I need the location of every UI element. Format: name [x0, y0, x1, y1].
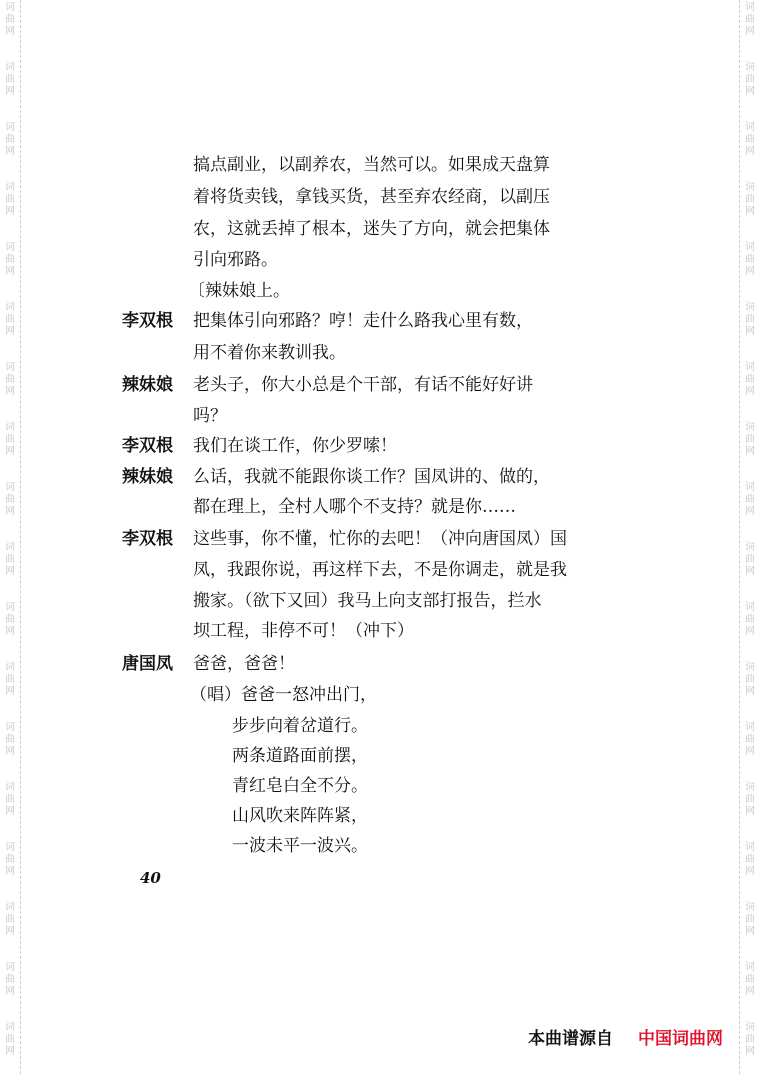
watermark-text: 词 曲 网: [5, 122, 15, 157]
watermark-text: 词 曲 网: [5, 62, 15, 97]
footer-source-label: 本曲谱源自: [528, 1029, 613, 1049]
watermark-text: 词 曲 网: [5, 1022, 15, 1057]
watermark-text: 词 曲 网: [745, 422, 755, 457]
watermark-text: 词 曲 网: [5, 242, 15, 277]
dialogue-line: 么话，我就不能跟你谈工作？国凤讲的、做的，: [193, 467, 550, 487]
watermark-text: 词 曲 网: [5, 782, 15, 817]
footer-site-name[interactable]: 中国词曲网: [638, 1029, 723, 1049]
dialogue-line: 这些事，你不懂，忙你的去吧！（冲向唐国凤）国: [193, 529, 567, 549]
song-line: 两条道路面前摆，: [232, 746, 368, 766]
watermark-text: 词 曲 网: [5, 962, 15, 997]
song-line: 一波未平一波兴。: [232, 836, 368, 856]
dialogue-line: 用不着你来教训我。: [193, 343, 346, 363]
watermark-text: 词 曲 网: [5, 542, 15, 577]
watermark-text: 词 曲 网: [745, 62, 755, 97]
page-number: 40: [140, 869, 161, 887]
dialogue-line: 搬家。（欲下又回）我马上向支部打报告，拦水: [193, 591, 542, 611]
watermark-text: 词 曲 网: [745, 302, 755, 337]
dialogue-line: 爸爸，爸爸！: [193, 654, 295, 674]
watermark-text: 词 曲 网: [745, 722, 755, 757]
song-line: 山风吹来阵阵紧，: [232, 806, 368, 826]
watermark-text: 词 曲 网: [5, 722, 15, 757]
watermark-text: 词 曲 网: [5, 422, 15, 457]
watermark-text: 词 曲 网: [745, 1022, 755, 1057]
dialogue-line: 凤，我跟你说，再这样下去，不是你调走，就是我: [193, 560, 567, 580]
body-line: 搞点副业，以副养农，当然可以。如果成天盘算: [193, 155, 550, 175]
song-line: 步步向着岔道行。: [232, 716, 368, 736]
body-line: 引向邪路。: [193, 250, 278, 270]
watermark-text: 词 曲 网: [745, 662, 755, 697]
watermark-text: 词 曲 网: [745, 122, 755, 157]
speaker-name: 辣妹娘: [122, 375, 173, 395]
watermark-text: 词 曲 网: [5, 842, 15, 877]
watermark-text: 词 曲 网: [745, 782, 755, 817]
watermark-text: 词 曲 网: [5, 2, 15, 37]
watermark-text: 词 曲 网: [745, 902, 755, 937]
watermark-text: 词 曲 网: [5, 302, 15, 337]
watermark-text: 词 曲 网: [745, 242, 755, 277]
speaker-name: 李双根: [122, 436, 173, 456]
watermark-text: 词 曲 网: [745, 962, 755, 997]
watermark-text: 词 曲 网: [5, 182, 15, 217]
dialogue-line: 都在理上，全村人哪个不支持？就是你……: [193, 497, 516, 517]
speaker-name: 李双根: [122, 311, 173, 331]
speaker-name: 李双根: [122, 529, 173, 549]
watermark-text: 词 曲 网: [5, 362, 15, 397]
watermark-text: 词 曲 网: [5, 602, 15, 637]
dialogue-line: 老头子，你大小总是个干部，有话不能好好讲: [193, 375, 533, 395]
speaker-name: 辣妹娘: [122, 467, 173, 487]
watermark-text: 词 曲 网: [745, 362, 755, 397]
body-line: 着将货卖钱，拿钱买货，甚至弃农经商，以副压: [193, 187, 550, 207]
watermark-text: 词 曲 网: [745, 842, 755, 877]
watermark-text: 词 曲 网: [745, 182, 755, 217]
dialogue-line: 我们在谈工作，你少罗嗦！: [193, 436, 397, 456]
watermark-text: 词 曲 网: [745, 482, 755, 517]
watermark-text: 词 曲 网: [745, 2, 755, 37]
watermark-text: 词 曲 网: [5, 482, 15, 517]
song-line: 青红皂白全不分。: [232, 776, 368, 796]
song-intro: （唱）爸爸一怒冲出门，: [190, 685, 377, 705]
watermark-text: 词 曲 网: [745, 602, 755, 637]
stage-direction: 〔辣妹娘上。: [188, 281, 290, 301]
body-line: 农，这就丢掉了根本，迷失了方向，就会把集体: [193, 219, 550, 239]
watermark-text: 词 曲 网: [745, 542, 755, 577]
watermark-text: 词 曲 网: [5, 662, 15, 697]
speaker-name: 唐国凤: [122, 654, 173, 674]
dialogue-line: 吗？: [193, 406, 227, 426]
dialogue-line: 把集体引向邪路？哼！走什么路我心里有数，: [193, 311, 533, 331]
dialogue-line: 坝工程，非停不可！（冲下）: [193, 621, 414, 641]
watermark-text: 词 曲 网: [5, 902, 15, 937]
